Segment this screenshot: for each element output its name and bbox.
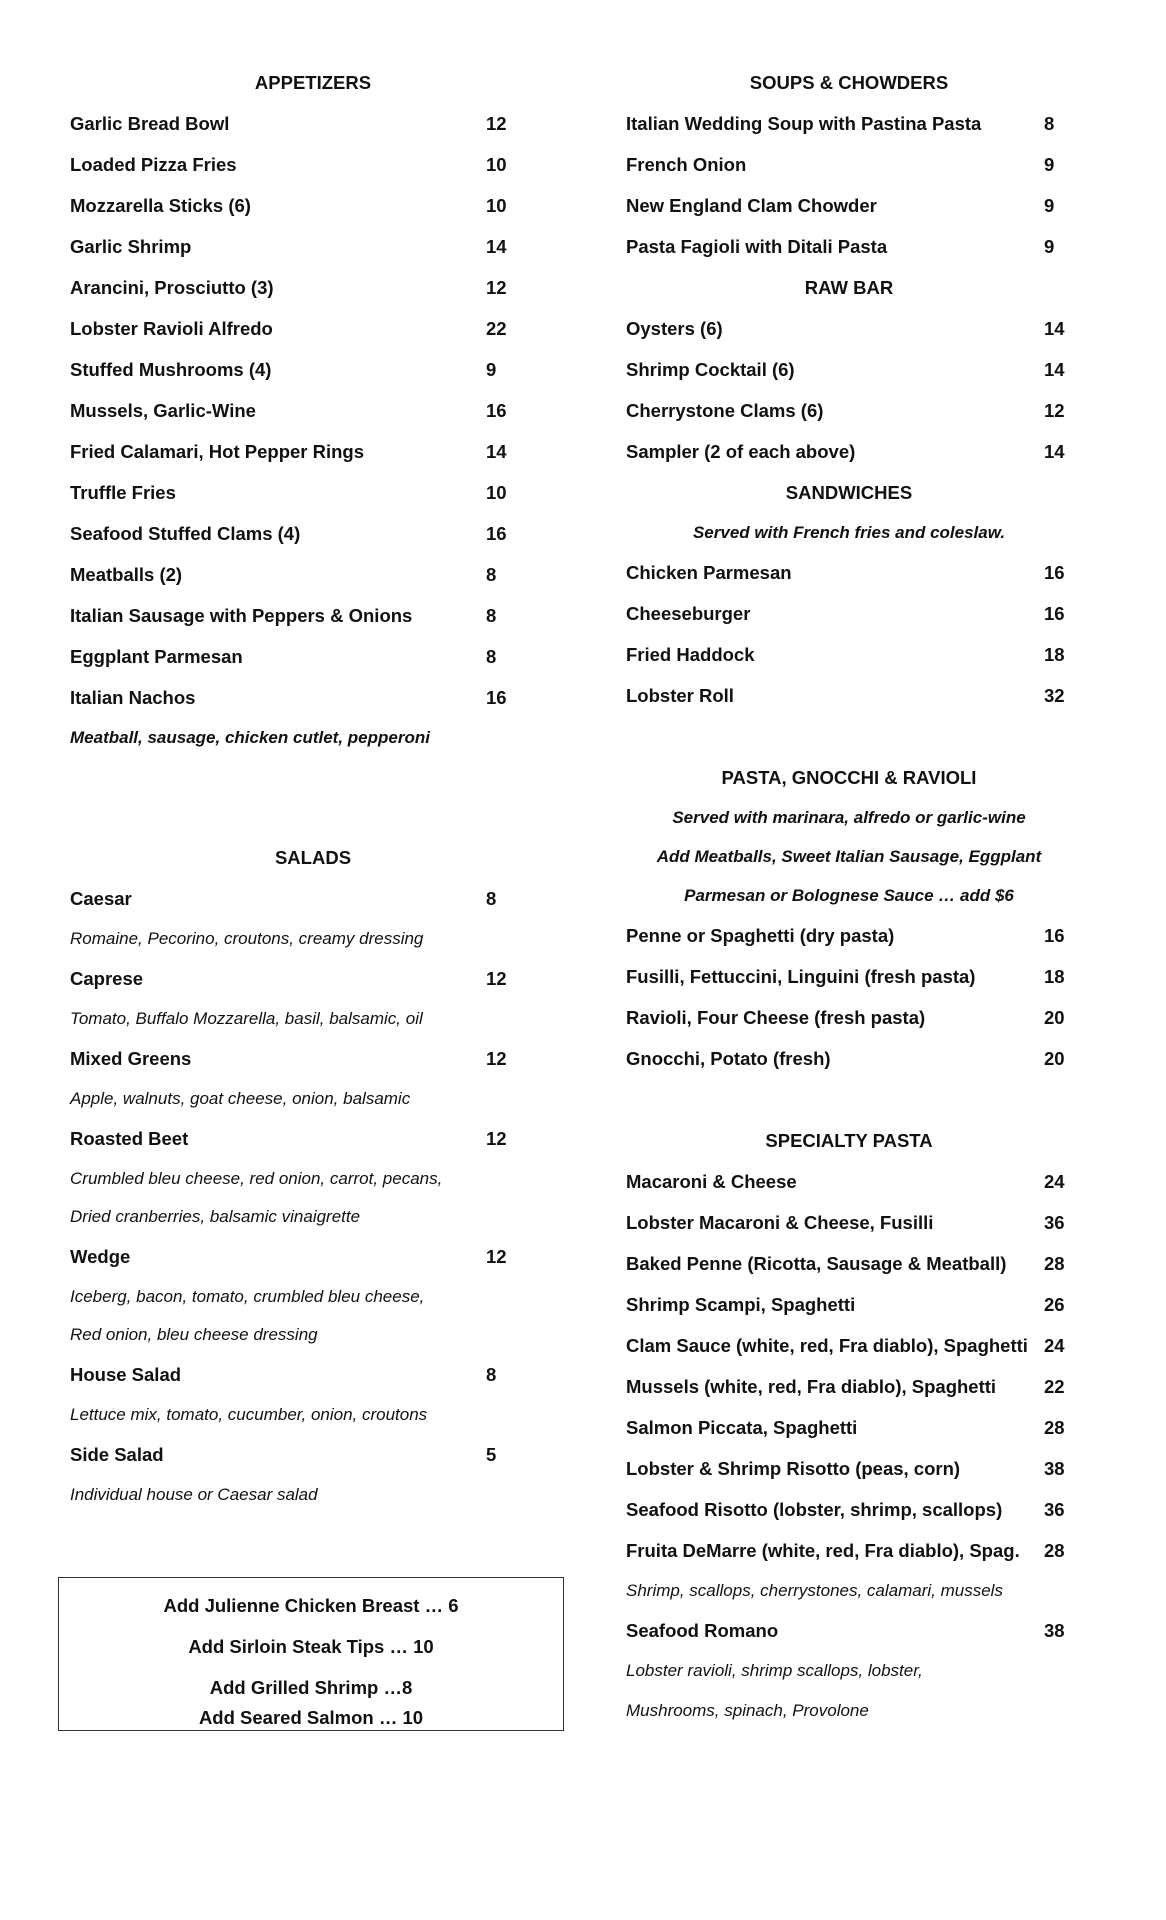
item-price: 12 <box>1044 400 1065 421</box>
item-name: Italian Nachos <box>70 687 196 708</box>
menu-item <box>70 878 582 919</box>
soups-heading: SOUPS & CHOWDERS <box>749 72 949 93</box>
item-price: 5 <box>486 1444 497 1465</box>
item-name: Caesar <box>70 888 132 909</box>
item-price: 36 <box>1044 1499 1065 1520</box>
menu-item <box>626 1489 1072 1530</box>
menu-item <box>626 349 1072 390</box>
item-name: Lobster & Shrimp Risotto (peas, corn) <box>626 1458 961 1479</box>
item-name: Roasted Beet <box>70 1128 189 1149</box>
item-name: Gnocchi, Potato (fresh) <box>626 1048 831 1069</box>
menu-item <box>626 1325 1072 1366</box>
item-name: Fruita DeMarre (white, red, Fra diablo), Spag. <box>626 1540 1020 1561</box>
item-name: Stuffed Mushrooms (4) <box>70 359 272 380</box>
item-description: Shrimp, scallops, cherrystones, calamari, mussels <box>626 1581 1003 1600</box>
item-price: 9 <box>486 359 497 380</box>
sandwiches-heading: SANDWICHES <box>785 482 913 503</box>
item-name: Penne or Spaghetti (dry pasta) <box>626 925 895 946</box>
item-description: Dried cranberries, balsamic vinaigrette <box>70 1207 361 1226</box>
item-name: Shrimp Scampi, Spaghetti <box>626 1294 856 1315</box>
item-price: 14 <box>1044 359 1065 380</box>
item-name: Mozzarella Sticks (6) <box>70 195 251 216</box>
item-description: Individual house or Caesar salad <box>70 1485 318 1504</box>
addons-box <box>58 1577 564 1731</box>
item-name: House Salad <box>70 1364 182 1385</box>
menu-item <box>626 103 1072 144</box>
item-price: 28 <box>1044 1253 1065 1274</box>
item-description: Apple, walnuts, goat cheese, onion, balsamic <box>70 1089 411 1108</box>
item-name: Cheeseburger <box>626 603 751 624</box>
menu-item <box>70 636 582 677</box>
menu-item <box>70 103 582 144</box>
menu-item <box>70 472 582 513</box>
menu-item <box>70 677 582 718</box>
item-price: 24 <box>1044 1171 1065 1192</box>
addon-item: Add Seared Salmon … 10 <box>198 1707 424 1728</box>
item-description: Lettuce mix, tomato, cucumber, onion, croutons <box>70 1405 428 1424</box>
item-name: Chicken Parmesan <box>626 562 792 583</box>
pasta-heading: PASTA, GNOCCHI & RAVIOLI <box>721 767 977 788</box>
menu-item <box>70 144 582 185</box>
item-name: Sampler (2 of each above) <box>626 441 856 462</box>
menu-item <box>70 185 582 226</box>
menu-item <box>70 390 582 431</box>
menu-item <box>626 634 1072 675</box>
item-description: Crumbled bleu cheese, red onion, carrot, pecans, <box>70 1169 443 1188</box>
specialty-heading: SPECIALTY PASTA <box>765 1130 933 1151</box>
item-name: Truffle Fries <box>70 482 176 503</box>
item-name: Baked Penne (Ricotta, Sausage & Meatball) <box>626 1253 1007 1274</box>
item-name: Eggplant Parmesan <box>70 646 243 667</box>
pasta-subtitle: Served with marinara, alfredo or garlic-wine <box>672 808 1026 827</box>
raw-bar-heading: RAW BAR <box>804 277 894 298</box>
item-price: 16 <box>486 400 507 421</box>
item-price: 26 <box>1044 1294 1065 1315</box>
menu-item <box>626 390 1072 431</box>
item-price: 18 <box>1044 966 1065 987</box>
item-name: Caprese <box>70 968 144 989</box>
item-price: 36 <box>1044 1212 1065 1233</box>
item-price: 10 <box>486 154 507 175</box>
item-name: Lobster Ravioli Alfredo <box>70 318 273 339</box>
menu-item <box>626 185 1072 226</box>
item-name: Italian Wedding Soup with Pastina Pasta <box>626 113 982 134</box>
menu-item <box>70 958 582 999</box>
item-name: Lobster Roll <box>626 685 734 706</box>
menu-item <box>626 144 1072 185</box>
item-price: 12 <box>486 1128 507 1149</box>
menu-item <box>626 431 1072 472</box>
menu-item <box>626 997 1072 1038</box>
item-name: Seafood Stuffed Clams (4) <box>70 523 301 544</box>
item-name: New England Clam Chowder <box>626 195 877 216</box>
menu-item <box>626 308 1072 349</box>
item-price: 9 <box>1044 195 1055 216</box>
item-price: 10 <box>486 482 507 503</box>
item-name: Arancini, Prosciutto (3) <box>70 277 274 298</box>
menu-item <box>70 1118 582 1159</box>
item-name: Mixed Greens <box>70 1048 192 1069</box>
menu-item <box>626 593 1072 634</box>
item-name: Lobster Macaroni & Cheese, Fusilli <box>626 1212 934 1233</box>
item-name: Wedge <box>70 1246 131 1267</box>
item-description: Mushrooms, spinach, Provolone <box>626 1701 869 1720</box>
item-price: 22 <box>1044 1376 1065 1397</box>
nachos-description: Meatball, sausage, chicken cutlet, pepperoni <box>70 728 430 747</box>
item-price: 38 <box>1044 1620 1065 1641</box>
item-description: Tomato, Buffalo Mozzarella, basil, balsamic, oil <box>70 1009 423 1028</box>
item-name: Mussels, Garlic-Wine <box>70 400 256 421</box>
menu-item <box>70 349 582 390</box>
item-price: 14 <box>486 441 507 462</box>
menu-item <box>70 226 582 267</box>
item-price: 18 <box>1044 644 1065 665</box>
pasta-subtitle: Parmesan or Bolognese Sauce … add $6 <box>684 886 1014 905</box>
menu-item <box>70 1354 582 1395</box>
menu-item <box>70 308 582 349</box>
pasta-subtitle: Add Meatballs, Sweet Italian Sausage, Eggplant <box>656 847 1042 866</box>
addon-item: Add Sirloin Steak Tips … 10 <box>188 1636 434 1657</box>
item-description: Iceberg, bacon, tomato, crumbled bleu cheese, <box>70 1287 425 1306</box>
item-price: 24 <box>1044 1335 1065 1356</box>
item-name: Clam Sauce (white, red, Fra diablo), Spaghetti <box>626 1335 1028 1356</box>
menu-item <box>626 1610 1072 1651</box>
menu-item <box>626 1407 1072 1448</box>
menu-item <box>70 1236 582 1277</box>
menu-item <box>70 267 582 308</box>
menu-item <box>626 1161 1072 1202</box>
item-price: 14 <box>1044 318 1065 339</box>
item-price: 8 <box>486 605 497 626</box>
item-name: Seafood Romano <box>626 1620 779 1641</box>
item-price: 32 <box>1044 685 1065 706</box>
salads-heading: SALADS <box>274 847 352 868</box>
item-price: 16 <box>1044 562 1065 583</box>
item-name: Mussels (white, red, Fra diablo), Spaghetti <box>626 1376 997 1397</box>
item-price: 16 <box>486 687 507 708</box>
menu-item <box>70 513 582 554</box>
item-name: Side Salad <box>70 1444 164 1465</box>
item-price: 28 <box>1044 1540 1065 1561</box>
item-price: 16 <box>486 523 507 544</box>
item-price: 14 <box>486 236 507 257</box>
item-price: 8 <box>486 1364 497 1385</box>
addon-item: Add Grilled Shrimp …8 <box>209 1677 413 1698</box>
item-price: 20 <box>1044 1007 1065 1028</box>
menu-item <box>70 431 582 472</box>
item-price: 8 <box>486 564 497 585</box>
item-description: Red onion, bleu cheese dressing <box>70 1325 318 1344</box>
menu-item <box>626 956 1072 997</box>
item-price: 12 <box>486 277 507 298</box>
item-name: Garlic Shrimp <box>70 236 192 257</box>
appetizers-heading: APPETIZERS <box>254 72 372 93</box>
menu-item <box>626 1243 1072 1284</box>
sandwiches-subtitle: Served with French fries and coleslaw. <box>692 523 1006 542</box>
item-price: 28 <box>1044 1417 1065 1438</box>
item-price: 10 <box>486 195 507 216</box>
addon-item: Add Julienne Chicken Breast … 6 <box>163 1595 459 1616</box>
item-name: Italian Sausage with Peppers & Onions <box>70 605 413 626</box>
item-name: Fried Haddock <box>626 644 755 665</box>
item-price: 9 <box>1044 154 1055 175</box>
menu-item <box>626 675 1072 716</box>
item-name: Pasta Fagioli with Ditali Pasta <box>626 236 888 257</box>
item-price: 8 <box>1044 113 1055 134</box>
item-price: 8 <box>486 646 497 667</box>
menu-item <box>70 595 582 636</box>
item-name: Fusilli, Fettuccini, Linguini (fresh pasta) <box>626 966 976 987</box>
menu-item <box>626 915 1072 956</box>
item-price: 22 <box>486 318 507 339</box>
menu-item <box>70 1038 582 1079</box>
menu-item <box>626 1530 1072 1571</box>
item-name: Meatballs (2) <box>70 564 183 585</box>
menu-item <box>626 552 1072 593</box>
menu-item <box>626 1202 1072 1243</box>
item-name: Loaded Pizza Fries <box>70 154 237 175</box>
item-price: 12 <box>486 968 507 989</box>
item-price: 12 <box>486 113 507 134</box>
item-price: 38 <box>1044 1458 1065 1479</box>
item-description: Lobster ravioli, shrimp scallops, lobster, <box>626 1661 923 1680</box>
item-name: French Onion <box>626 154 747 175</box>
item-price: 14 <box>1044 441 1065 462</box>
menu-item <box>626 226 1072 267</box>
item-price: 12 <box>486 1048 507 1069</box>
item-name: Garlic Bread Bowl <box>70 113 230 134</box>
item-price: 20 <box>1044 1048 1065 1069</box>
item-price: 9 <box>1044 236 1055 257</box>
menu-item <box>626 1448 1072 1489</box>
item-name: Oysters (6) <box>626 318 723 339</box>
menu-item <box>70 554 582 595</box>
item-description: Romaine, Pecorino, croutons, creamy dressing <box>70 929 424 948</box>
item-name: Macaroni & Cheese <box>626 1171 797 1192</box>
item-price: 12 <box>486 1246 507 1267</box>
item-name: Shrimp Cocktail (6) <box>626 359 795 380</box>
item-name: Seafood Risotto (lobster, shrimp, scallops) <box>626 1499 1003 1520</box>
item-name: Fried Calamari, Hot Pepper Rings <box>70 441 365 462</box>
item-name: Cherrystone Clams (6) <box>626 400 824 421</box>
item-price: 16 <box>1044 925 1065 946</box>
menu-item <box>626 1366 1072 1407</box>
item-price: 8 <box>486 888 497 909</box>
menu-item <box>70 1434 582 1475</box>
menu-item <box>626 1038 1072 1079</box>
item-price: 16 <box>1044 603 1065 624</box>
item-name: Salmon Piccata, Spaghetti <box>626 1417 858 1438</box>
menu-item <box>626 1284 1072 1325</box>
item-name: Ravioli, Four Cheese (fresh pasta) <box>626 1007 926 1028</box>
